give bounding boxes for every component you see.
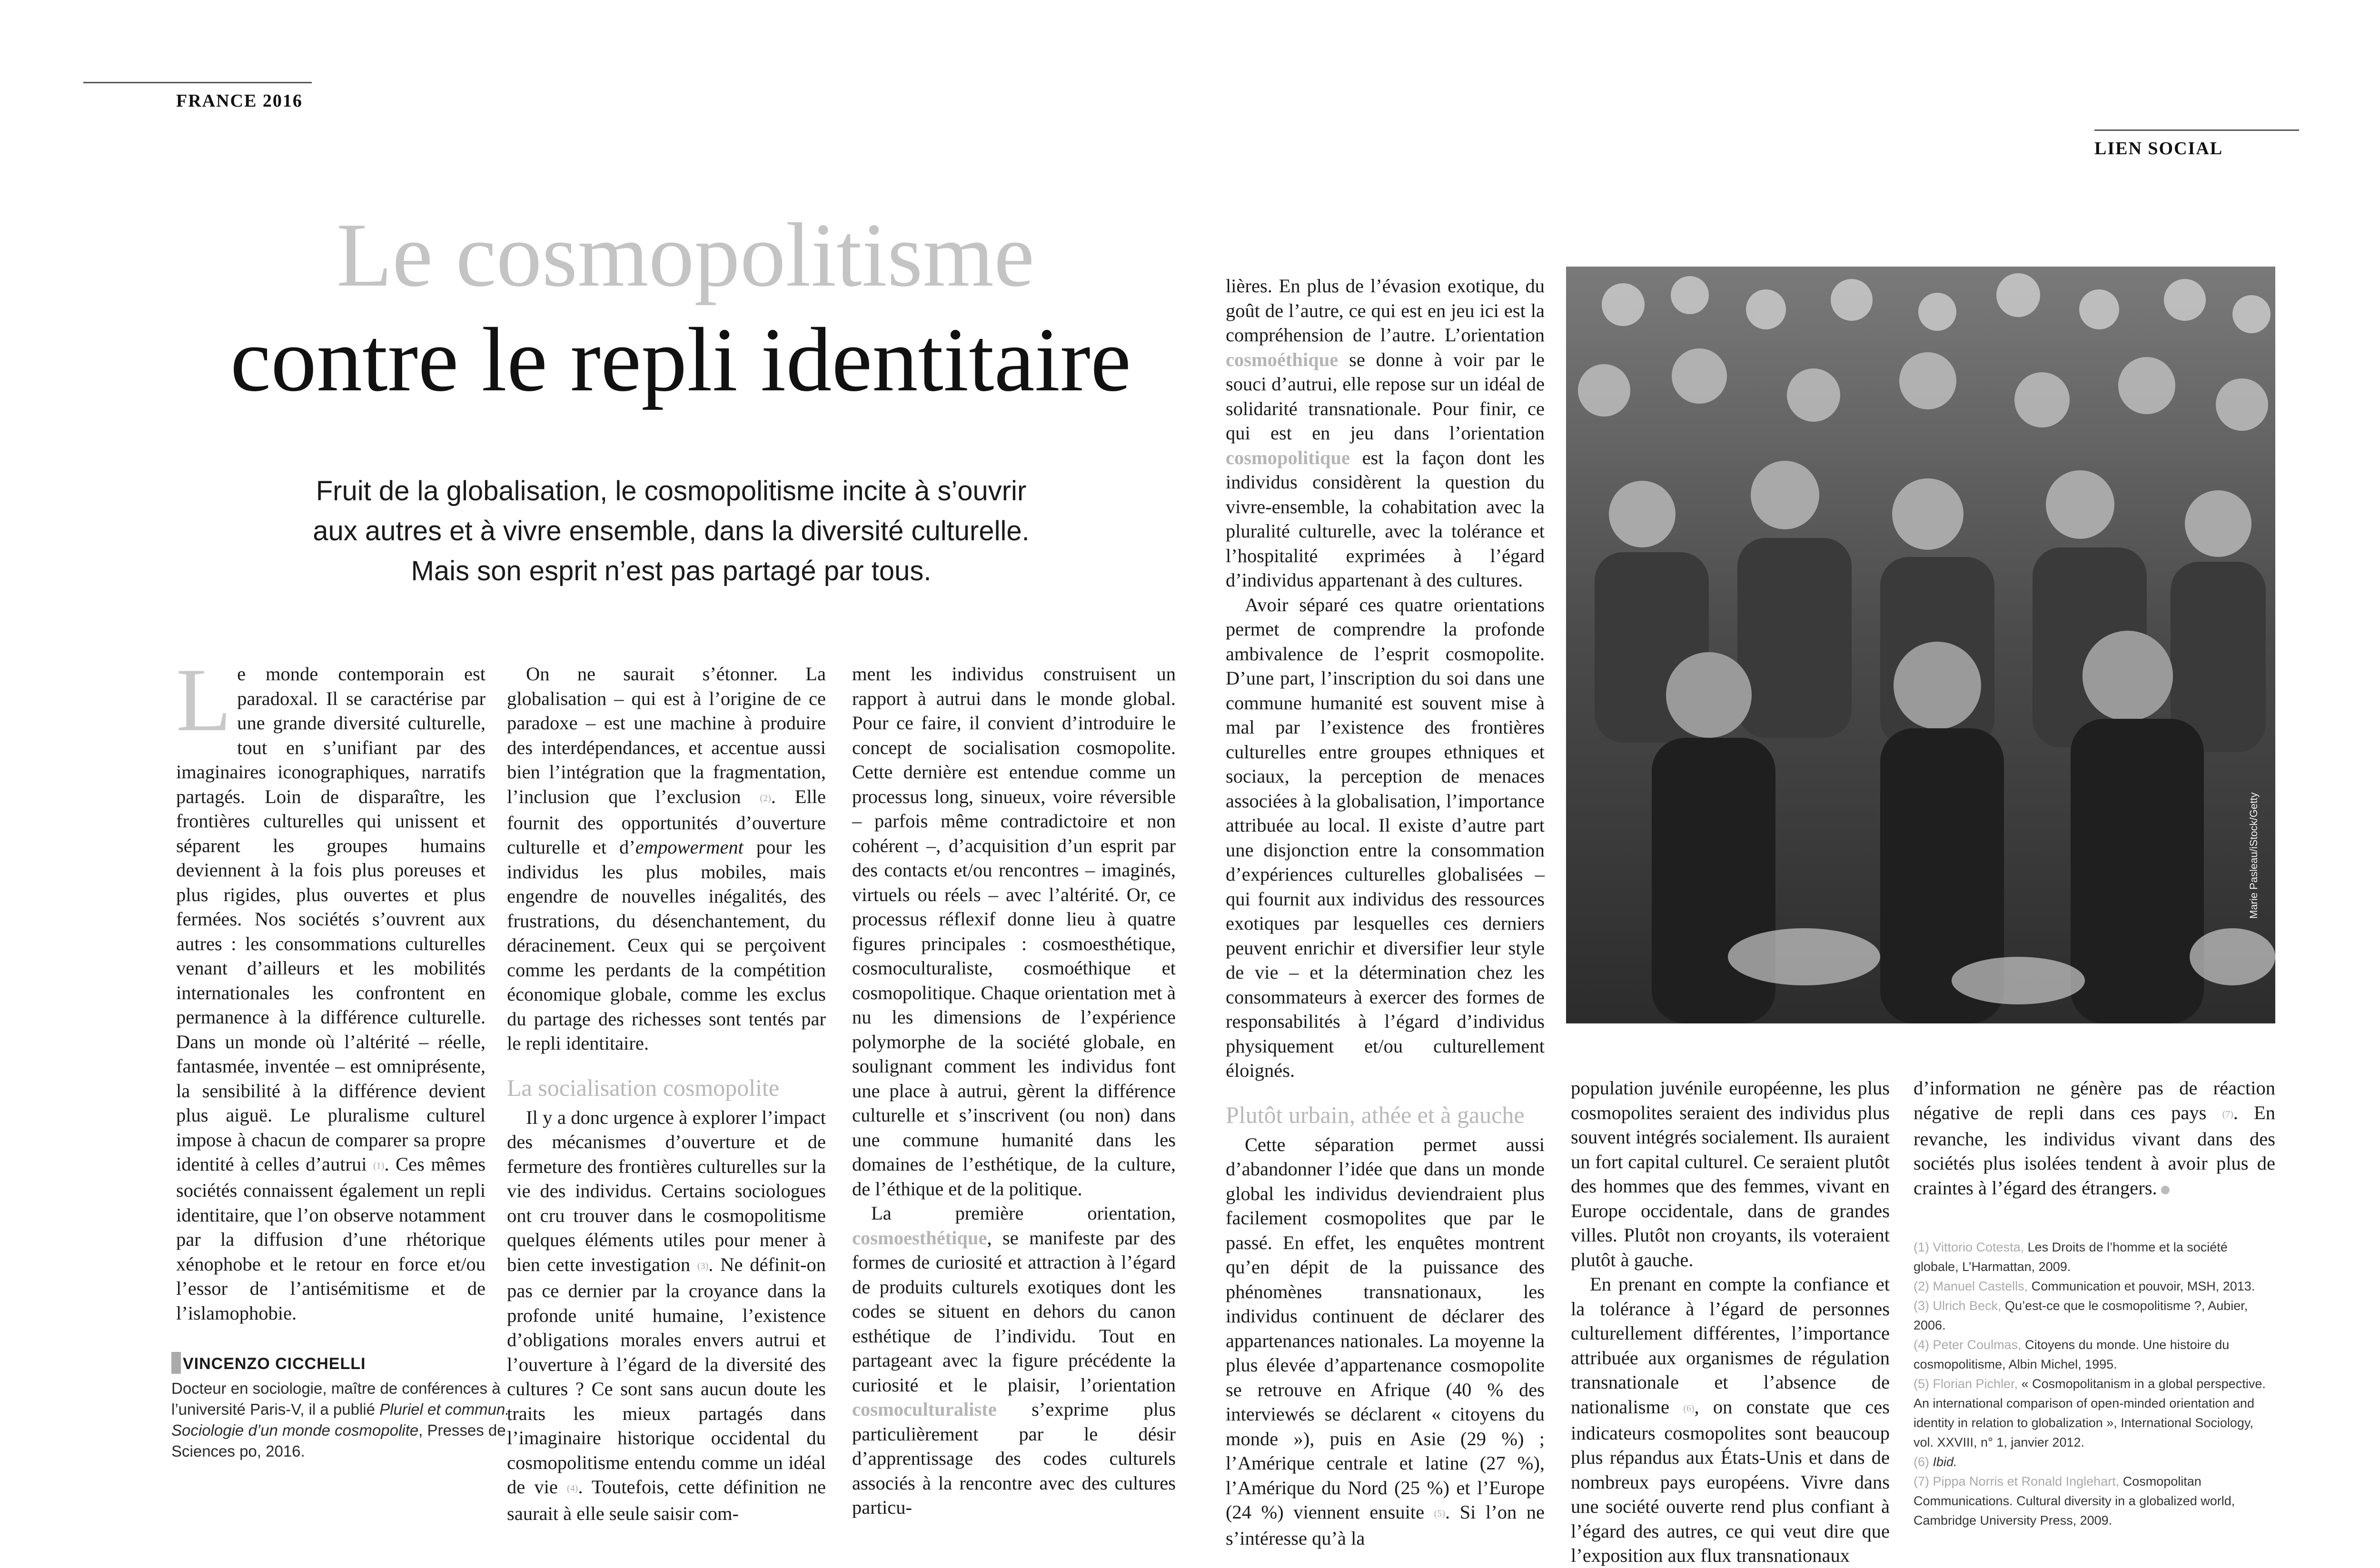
footnote-text: Ibid. <box>1933 1455 1957 1469</box>
crowd-photo-illustration <box>1566 267 2275 1023</box>
ref-2: (2) <box>760 793 771 804</box>
col4-text-d: Cette séparation permet aussi d’abandonner l’idée que dans un monde global les individus deviendraient plus facilement cosmopolites que par le passé. En effet, les enquêtes montrent qu’en dépit de la puissance des phénomènes transnationaux, les individus continuent de déclarer des appartenances nationales. La moyenne la plus élevée d’appartenance cosmopolite se retrouve en Afrique (40 % des interviewés se déclarent « citoyens du monde »), puis en Asie (29 %) ; l’Amérique centrale et latine (27 %), l’Amérique du Nord (25 %) et l’Europe (24 %) viennent ensuite <box>1226 1133 1545 1523</box>
col2-text-e: . Ne définit-on pas ce dernier par la croyance dans la profonde unité humaine, l’existence d’obligations morales envers autrui et l’ouverture à l’égard de la diversité des cultures ? Ce sont sans aucun doute les traits les mieux partagés dans l’imaginaire historique occidental du cosmopolitisme entendu comme un idéal de vie <box>507 1253 826 1498</box>
lead-line-3: Mais son esprit n’est pas partagé par tous. <box>411 556 932 586</box>
crowd-photo <box>1566 267 2275 1023</box>
ref-5: (5) <box>1434 1508 1445 1519</box>
col4-text-b: se donne à voir par le souci d’autrui, elle repose sur un idéal de solidarité transnationale. Pour finir, ce qui est en jeu dans l’orientation <box>1226 348 1545 444</box>
col5-text-a: En prenant en compte la confiance et la tolérance à l’égard de personnes culturellement différentes, l’importance attribuée aux organismes de régulation transnationale et l’absence de nationalisme <box>1571 1273 1890 1418</box>
footnote-text: Les Droits de l’homme et la société globale, L’Harmattan, 2009. <box>1914 1240 2228 1274</box>
subhead-plutot-urbain: Plutôt urbain, athée et à gauche <box>1226 1101 1525 1128</box>
col2-text-f: . Toutefois, cette définition ne saurait à elle seule saisir com- <box>507 1476 826 1524</box>
col3-paragraph-2 <box>852 1201 1176 1520</box>
footnote-text: Qu’est-ce que le cosmopolitisme ?, Aubier, 2006. <box>1914 1299 2248 1332</box>
title-line-2: contre le repli identitaire <box>230 309 1131 410</box>
drop-cap: L <box>176 650 232 750</box>
ref-4: (4) <box>567 1483 578 1494</box>
author-bio-text: Docteur en sociologie, maître de conférences à l’université Paris-V, il a publié <box>171 1379 501 1418</box>
footnote-number: (3) Ulrich Beck, <box>1914 1299 2005 1313</box>
column-6 <box>1914 1076 2275 1200</box>
col2-text-b: . Elle fournit des opportunités d’ouverture culturelle et d’ <box>507 785 826 858</box>
col4-paragraph-3 <box>1226 1132 1545 1551</box>
section-label-left: FRANCE 2016 <box>176 91 303 111</box>
photo-credit: Marie Pasleau/iStock/Getty <box>2248 792 2260 919</box>
footnote-text: « Cosmopolitanism in a global perspective. An international comparison of open-minded orientation and identity in relation to globalization », International Sociology, vol. XXVIII, n° 1, janvier 2012. <box>1914 1377 2266 1449</box>
ref-6: (6) <box>1683 1403 1695 1414</box>
col1-text-a: e monde contemporain est paradoxal. Il se caractérise par une grande diversité culturelle, tout en s’unifiant par des imaginaires iconographiques, narratifs partagés. Loin de disparaître, les frontières culturelles qui unissent et séparent les groupes humains deviennent à la fois plus poreuses et plus rigides, plus ouvertes et plus fermées. Nos sociétés s’ouvrent aux autres : les consommations culturelles venant d’ailleurs et les mobilités internationales les confrontent en permanence à la différence culturelle. Dans un monde où l’altérité – réelle, fantasmée, inventée – est omniprésente, la sensibilité à la différence devient plus aiguë. Le pluralisme culturel impose à chacun de comparer sa propre identité à celles d’autrui <box>176 663 486 1175</box>
col3-text-b: , se manifeste par des formes de curiosité et attraction à l’égard de produits culturels exotiques dont les codes se situent en dehors du canon esthétique de l’individu. Tout en partageant avec la figure précédente la curiosité et le plaisir, l’orientation <box>852 1227 1176 1396</box>
footnote <box>1914 1277 2275 1296</box>
author-bio <box>171 1378 514 1462</box>
column-4 <box>1226 274 1545 1551</box>
header-rule-left <box>83 82 312 83</box>
column-2 <box>507 662 826 1526</box>
author-block <box>171 1352 514 1462</box>
footnotes <box>1914 1238 2275 1530</box>
ref-3: (3) <box>697 1260 709 1271</box>
footnote <box>1914 1452 2275 1472</box>
col2-emphasis: empowerment <box>635 836 744 858</box>
lead-line-1: Fruit de la globalisation, le cosmopolitisme incite à s’ouvrir <box>316 476 1027 506</box>
footnote-text: Communication et pouvoir, MSH, 2013. <box>2031 1279 2255 1293</box>
col3-text-a: La première orientation, <box>871 1202 1176 1224</box>
author-name: VINCENZO CICCHELLI <box>183 1355 366 1373</box>
footnote <box>1914 1374 2275 1452</box>
footnote-number: (1) Vittorio Cotesta, <box>1914 1240 2028 1254</box>
highlight-cosmopolitique: cosmopolitique <box>1226 447 1350 468</box>
highlight-cosmoesthetique: cosmoesthétique <box>852 1227 987 1249</box>
footnote <box>1914 1238 2275 1277</box>
col2-text-a: On ne saurait s’étonner. La globalisation – qui est à l’origine de ce paradoxe – est une machine à produire des interdépendances, et accentue aussi bien l’intégration que la fragmentation, l’inclusion que l’exclusion <box>507 663 826 807</box>
highlight-cosmoethique: cosmoéthique <box>1226 348 1339 370</box>
lead-paragraph <box>248 471 1095 591</box>
footnote <box>1914 1472 2275 1530</box>
footnote <box>1914 1296 2275 1335</box>
col3-text-c: s’exprime plus particulièrement par le désir d’apprentissage des codes culturels associés à la rencontre avec des cultures particu- <box>852 1399 1176 1518</box>
highlight-cosmoculturaliste: cosmoculturaliste <box>852 1399 997 1420</box>
author-marker <box>171 1352 181 1374</box>
title-line-1: Le cosmopolitisme <box>336 204 1035 306</box>
col4-paragraph-2: Avoir séparé ces quatre orientations permet de comprendre la profonde ambivalence de l’esprit cosmopolite. D’une part, l’inscription du soi dans une commune humanité est souvent mise à mal par l’existence des frontières culturelles entre groupes ethniques et sociaux, la perception de menaces associées à la globalisation, l’importance attribuée au local. Il existe d’autre part une disjonction entre la consommation d’expériences culturelles globalisées – qui fournit aux individus des ressources exotiques par lesquelles ces derniers peuvent enrichir et diversifier leur style de vie – et la détermination chez les consommateurs à exercer des formes de responsabilités à l’égard d’individus physiquement et/ou culturellement éloignés. <box>1226 594 1545 1081</box>
col5-paragraph-1: population juvénile européenne, les plus cosmopolites seraient des individus plus souvent intégrés socialement. Ils auraient un fort capital culturel. Ce seraient plutôt des hommes que des femmes, vivant en Europe occidentale, dans de grandes villes. Plutôt non croyants, ils voteraient plutôt à gauche. <box>1571 1077 1890 1270</box>
col4-text-a: lières. En plus de l’évasion exotique, du goût de l’autre, ce qui est en jeu ici est la compréhension de l’autre. L’orientation <box>1226 275 1545 346</box>
footnote-number: (5) Florian Pichler, <box>1914 1377 2022 1391</box>
author-book-title: Pluriel et commun. Sociologie d’un monde cosmopolite <box>171 1400 510 1439</box>
col2-text-d: Il y a donc urgence à explorer l’impact des mécanismes d’ouverture et de fermeture des frontières culturelles sur la vie des individus. Certains sociologues ont cru trouver dans le cosmopolitisme quelques éléments utiles pour mener à bien cette investigation <box>507 1106 826 1275</box>
col6-text-a: d’information ne génère pas de réaction négative de repli dans ces pays <box>1914 1077 2275 1123</box>
footnote-number: (6) <box>1914 1455 1933 1469</box>
lead-line-2: aux autres et à vivre ensemble, dans la diversité culturelle. <box>313 516 1030 546</box>
col4-text-e: . Si l’on ne s’intéresse qu’à la <box>1226 1501 1545 1549</box>
column-3 <box>852 662 1176 1520</box>
col5-paragraph-2 <box>1571 1272 1890 1568</box>
footnote-number: (2) Manuel Castells, <box>1914 1279 2032 1293</box>
col3-paragraph-1: ment les individus construisent un rapport à autrui dans le monde global. Pour ce faire, il convient d’introduire le concept de socialisation cosmopolite. Cette dernière est entendue comme un processus long, sinueux, voire réversible – parfois même contradictoire et non cohérent –, d’acquisition d’un esprit par des contacts et/ou rencontres – imaginés, virtuels ou réels – avec l’altérité. Or, ce processus réflexif donne lieu à quatre figures principales : cosmoesthétique, cosmoculturaliste, cosmoéthique et cosmopolitique. Chaque orientation met à nu les dimensions de l’expérience polymorphe de la société globale, en soulignant comment les individus font une place à autrui, gèrent la différence culturelle et s’inscrivent (ou non) dans une commune humanité dans les domaines de l’esthétique, de la culture, de l’éthique et de la politique. <box>852 663 1176 1200</box>
header-rule-right <box>2094 129 2299 131</box>
column-1 <box>176 650 486 1325</box>
col5-text-b: , on constate que ces indicateurs cosmopolites sont beaucoup plus répandus aux États-Unis et dans de nombreux pays européens. Vivre dans une société ouverte rend plus confiant à l’égard des autres, ce qui veut dire que l’exposition aux flux transnationaux <box>1571 1396 1890 1567</box>
col2-paragraph-2 <box>507 1105 826 1526</box>
footnote-number: (4) Peter Coulmas, <box>1914 1338 2025 1352</box>
col4-paragraph-1 <box>1226 274 1545 593</box>
column-5 <box>1571 1076 1890 1568</box>
ref-1: (1) <box>373 1160 385 1171</box>
footnote-text: Cosmopolitan Communications. Cultural diversity in a globalized world, Cambridge University Press, 2009. <box>1914 1474 2235 1528</box>
col6-text-b: . En revanche, les individus vivant dans des sociétés plus isolées tendent à avoir plus de craintes à l’égard des étrangers. <box>1914 1102 2276 1199</box>
col1-text-b: . Ces mêmes sociétés connaissent également un repli identitaire, que l’on observe notamment par la diffusion d’une rhétorique xénophobe et le retour en force et/ou l’essor de l’antisémitisme et de l’islamophobie. <box>176 1153 486 1324</box>
end-mark-icon <box>2161 1186 2170 1194</box>
footnote <box>1914 1335 2275 1374</box>
col2-paragraph-1 <box>507 662 826 1056</box>
footnote-text: Citoyens du monde. Une histoire du cosmopolitisme, Albin Michel, 1995. <box>1914 1338 2230 1371</box>
col6-paragraph-1 <box>1914 1076 2275 1200</box>
col1-paragraph <box>176 650 486 1325</box>
section-label-right: LIEN SOCIAL <box>2094 139 2223 159</box>
col4-text-c: est la façon dont les individus considèrent la question du vivre-ensemble, la cohabitation avec la pluralité culturelle, avec la tolérance et l’hospitalité exprimées à l’égard d’individus appartenant à des cultures. <box>1226 447 1545 591</box>
col2-text-c: pour les individus les plus mobiles, mais engendre de nouvelles inégalités, des frustrations, du désenchantement, du déracinement. Ceux qui se perçoivent comme les perdants de la compétition économique globale, comme les exclus du partage des richesses sont tentés par le repli identitaire. <box>507 836 826 1054</box>
author-bio-publisher: , Presses de Sciences po, 2016. <box>171 1421 506 1460</box>
footnote-number: (7) Pippa Norris et Ronald Inglehart, <box>1914 1474 2123 1489</box>
ref-7: (7) <box>2222 1109 2233 1120</box>
subhead-socialisation: La socialisation cosmopolite <box>507 1074 780 1101</box>
